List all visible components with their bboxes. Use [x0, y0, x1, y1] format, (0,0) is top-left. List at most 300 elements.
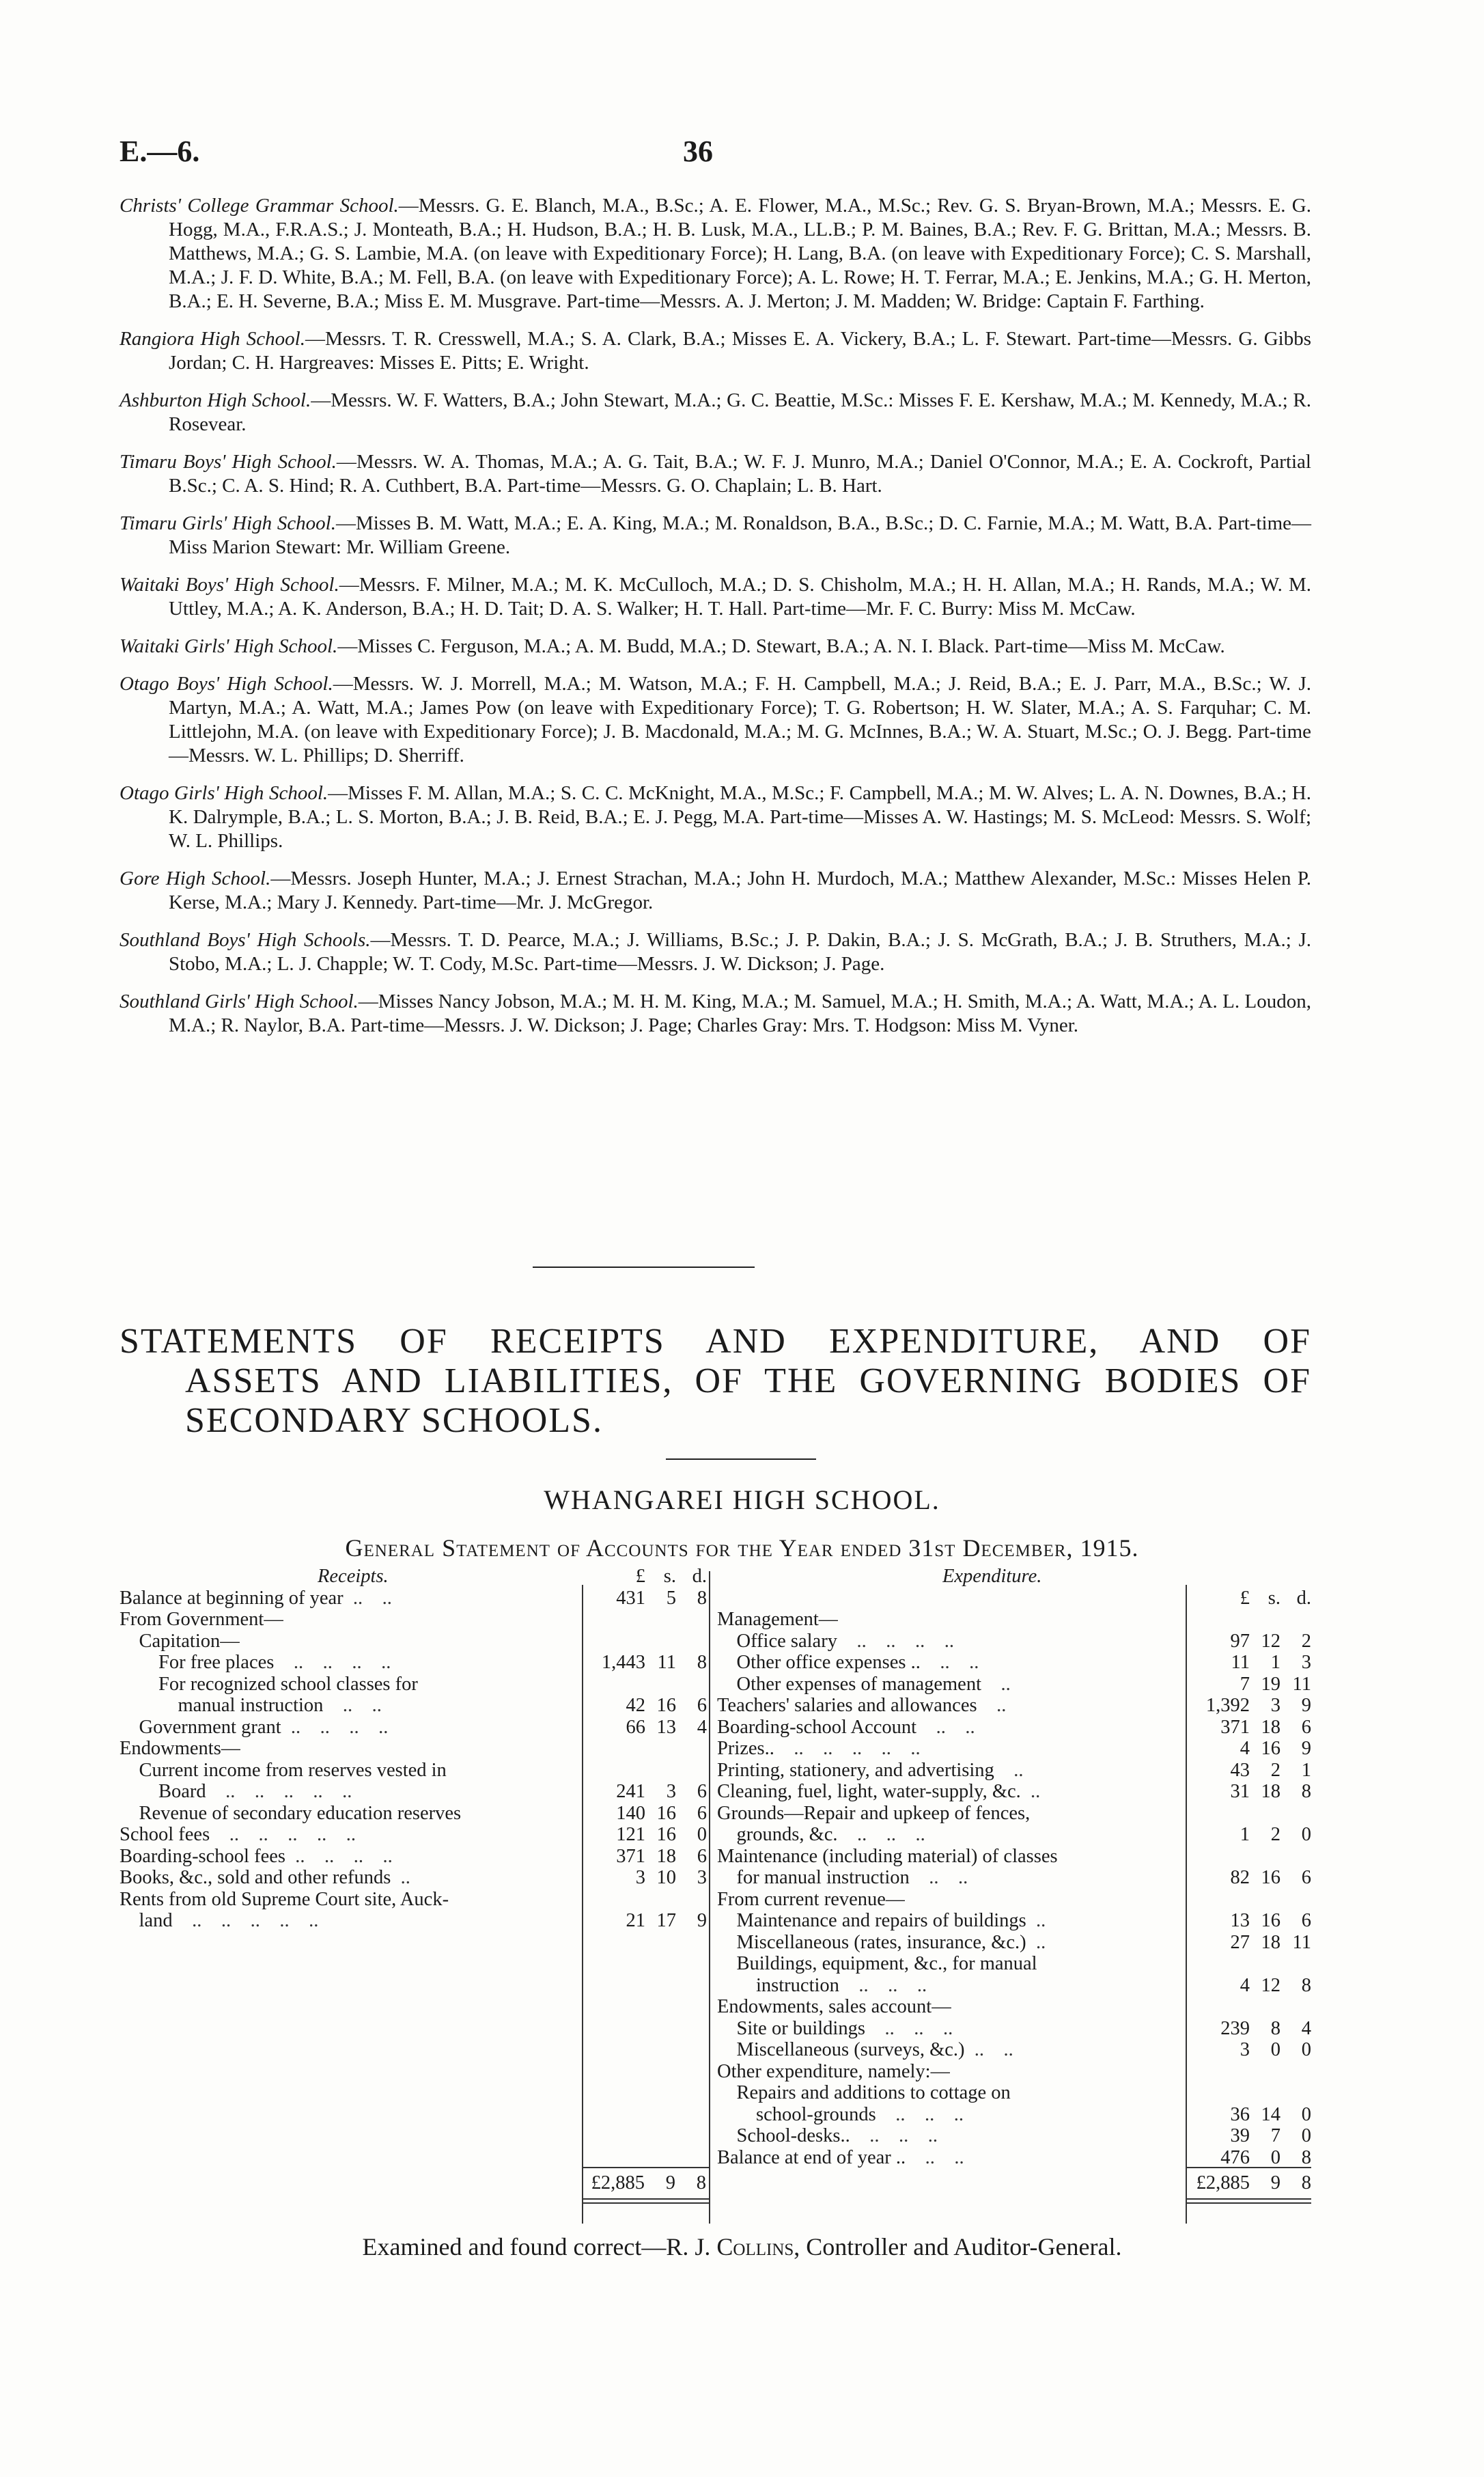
leader-dots: .. ..	[964, 2039, 1013, 2060]
leader-dots: ..	[1026, 1931, 1046, 1953]
shillings-value: 18	[1261, 1931, 1280, 1953]
item-text: Management—	[717, 1609, 839, 1630]
leader-dots: .. .. .. ..	[281, 1716, 389, 1738]
pence-head: d.	[1296, 1587, 1311, 1609]
school-name-label: Gore High School.	[120, 868, 271, 889]
series-code: E.—6.	[120, 135, 200, 168]
item-text: Repairs and additions to cottage on	[717, 2082, 1011, 2103]
receipts-row	[120, 1738, 707, 1760]
expenditure-item-label	[717, 2018, 953, 2040]
staff-entry	[120, 990, 1311, 1038]
pence-value: 0	[1301, 2039, 1311, 2060]
expenditure-rows	[717, 1609, 1311, 2168]
pounds-value: 1,443	[601, 1652, 645, 1673]
leader-dots: ..	[1026, 1910, 1046, 1931]
receipts-row	[120, 1652, 707, 1674]
shillings-value: 5	[666, 1587, 676, 1609]
receipts-item-label	[120, 1889, 449, 1911]
item-text: grounds, &c.	[717, 1824, 838, 1845]
item-text: instruction	[717, 1974, 839, 1996]
receipts-row	[120, 1867, 707, 1889]
expenditure-total-rule-top	[1186, 2167, 1311, 2168]
item-text: land	[120, 1910, 173, 1931]
item-text: manual instruction	[120, 1695, 324, 1716]
pence-value: 6	[697, 1695, 707, 1716]
item-text: Site or buildings	[717, 2017, 865, 2039]
pounds-value: 1	[1240, 1824, 1250, 1845]
leader-dots: ..	[977, 1695, 1007, 1716]
shillings-value: 12	[1261, 1630, 1280, 1652]
section-title-line-3: SECONDARY SCHOOLS.	[185, 1401, 603, 1440]
pence-value: 4	[697, 1716, 707, 1738]
pounds-value: 371	[616, 1845, 645, 1867]
item-text: Printing, stationery, and advertising	[717, 1759, 994, 1781]
expenditure-item-label	[717, 2125, 938, 2147]
leader-dots: ..	[1020, 1781, 1041, 1802]
receipts-item-amount	[584, 1652, 707, 1674]
expenditure-item-amount	[1187, 1975, 1311, 1997]
item-text: Rents from old Supreme Court site, Auck-	[120, 1888, 449, 1910]
expenditure-row	[717, 1674, 1311, 1696]
pounds-value: 31	[1230, 1781, 1250, 1802]
leader-dots: .. ..	[906, 2146, 964, 2168]
expenditure-row	[717, 1781, 1311, 1803]
pence-value: 3	[697, 1867, 707, 1888]
shillings-head: s.	[663, 1566, 676, 1587]
expenditure-row	[717, 1652, 1311, 1674]
expenditure-item-amount	[1187, 1760, 1311, 1782]
expenditure-item-amount	[1187, 1717, 1311, 1739]
leader-dots: .. .. .. .. ..	[206, 1781, 352, 1802]
pence-value: 4	[1301, 2017, 1311, 2039]
pence-value: 6	[697, 1845, 707, 1867]
staff-entry	[120, 867, 1311, 915]
expenditure-row	[717, 1910, 1311, 1932]
staff-entry	[120, 781, 1311, 853]
pence-value: 2	[1301, 1630, 1311, 1652]
expenditure-item-label	[717, 1631, 954, 1652]
receipts-item-label	[120, 1803, 461, 1825]
staff-names: —Messrs. T. D. Pearce, M.A.; J. Williams, B.Sc.; J. P. Dakin, B.A.; J. S. McGrath, B.A.; J. B. Struthers, M.A.; J. Stobo, M.A.; L. J. Chapple; W. T. Cody, M.Sc. Part-time—Messrs. J. W. Dickson; J. Page.	[169, 929, 1312, 975]
expenditure-row	[717, 2039, 1311, 2061]
item-text: From current revenue—	[717, 1888, 906, 1910]
pounds-value: 3	[1240, 2039, 1250, 2060]
expenditure-item-label	[717, 2147, 964, 2169]
expenditure-item-amount	[1187, 1824, 1311, 1846]
expenditure-item-label	[717, 1652, 979, 1674]
pence-head: d.	[692, 1566, 707, 1587]
expenditure-total	[1186, 2172, 1311, 2194]
expenditure-item-amount	[1187, 1932, 1311, 1954]
shillings-head: s.	[1268, 1587, 1280, 1609]
expenditure-row	[717, 2082, 1311, 2104]
pounds-value: 7	[1240, 1673, 1250, 1695]
section-divider	[533, 1267, 755, 1268]
leader-dots: .. .. .. .. ..	[172, 1910, 319, 1931]
receipts-item-label	[120, 1717, 388, 1739]
shillings-value: 19	[1261, 1673, 1280, 1695]
pounds-value: 241	[616, 1781, 645, 1802]
receipts-item-label	[120, 1760, 447, 1782]
leader-dots: .. ..	[343, 1587, 392, 1609]
leader-dots: .. .. .. ..	[837, 1630, 954, 1652]
expenditure-row	[717, 2125, 1311, 2147]
receipts-row	[120, 1781, 707, 1803]
item-text: Government grant	[120, 1716, 281, 1738]
expenditure-item-amount	[1187, 1695, 1311, 1717]
expenditure-item-amount	[1187, 1674, 1311, 1696]
receipts-row	[120, 1889, 707, 1911]
receipts-row	[120, 1631, 707, 1652]
shillings-value: 18	[656, 1845, 676, 1867]
staff-entry	[120, 635, 1311, 659]
staff-names: —Messrs. Joseph Hunter, M.A.; J. Ernest Strachan, M.A.; John H. Murdoch, M.A.; Matthew Alexander, M.Sc.: Misses Helen P. Kerse, M.A.; Mary J. Kennedy. Part-time—Mr. J. McGregor.	[169, 868, 1311, 913]
item-text: Other expenses of management	[717, 1673, 981, 1695]
leader-dots: .. ..	[909, 1867, 968, 1888]
shillings-value: 2	[1270, 1824, 1280, 1845]
item-text: For recognized school classes for	[120, 1673, 418, 1695]
receipts-total-shillings: 9	[665, 2172, 675, 2194]
auditor-name: Collins	[716, 2233, 794, 2260]
receipts-total-rule-top	[582, 2167, 709, 2168]
pence-value: 0	[1301, 2103, 1311, 2125]
leader-dots: .. ..	[323, 1695, 382, 1716]
audit-note-suffix: , Controller and Auditor-General.	[794, 2233, 1122, 2260]
receipts-row	[120, 1846, 707, 1868]
expenditure-item-label	[717, 1738, 921, 1760]
pounds-value: 371	[1220, 1716, 1250, 1738]
pounds-value: 239	[1220, 2017, 1250, 2039]
receipts-currency-heads	[584, 1566, 707, 1588]
leader-dots: .. .. ..	[865, 2017, 953, 2039]
pounds-head: £	[635, 1566, 645, 1587]
staff-entry	[120, 389, 1311, 437]
pounds-value: 36	[1230, 2103, 1250, 2125]
receipts-item-amount	[584, 1824, 707, 1846]
item-text: Office salary	[717, 1630, 837, 1652]
shillings-value: 3	[666, 1781, 676, 1802]
expenditure-row	[717, 2061, 1311, 2083]
receipts-item-label	[120, 1867, 410, 1889]
expenditure-item-label	[717, 1824, 925, 1846]
expenditure-item-label	[717, 1717, 975, 1739]
pounds-value: 27	[1230, 1931, 1250, 1953]
pounds-value: 11	[1231, 1652, 1250, 1673]
audit-note-prefix: Examined and found correct—R. J.	[362, 2233, 717, 2260]
staff-entry	[120, 450, 1311, 498]
receipts-item-amount	[584, 1846, 707, 1868]
leader-dots: .. .. .. .. ..	[210, 1824, 356, 1845]
shillings-value: 16	[1261, 1738, 1280, 1759]
pounds-value: 3	[635, 1867, 645, 1888]
receipts-row	[120, 1760, 707, 1782]
staff-entry	[120, 512, 1311, 559]
expenditure-row	[717, 1996, 1311, 2018]
school-name-label: Rangiora High School.	[120, 328, 305, 350]
receipts-total	[582, 2172, 706, 2194]
expenditure-amount-rule	[1186, 1585, 1187, 2224]
pence-value: 6	[1301, 1716, 1311, 1738]
receipts-row	[120, 1674, 707, 1696]
item-text: Boarding-school fees	[120, 1845, 285, 1867]
item-text: From Government—	[120, 1609, 283, 1630]
expenditure-row	[717, 1975, 1311, 1997]
section-title-line-1: STATEMENTS OF RECEIPTS AND EXPENDITURE, AND OF	[120, 1322, 1311, 1361]
expenditure-item-amount	[1187, 2147, 1311, 2169]
receipts-item-label	[120, 1631, 240, 1652]
pence-value: 8	[1301, 2146, 1311, 2168]
pence-value: 6	[1301, 1867, 1311, 1888]
pounds-value: 97	[1230, 1630, 1250, 1652]
expenditure-row	[717, 1760, 1311, 1782]
pounds-value: 43	[1230, 1759, 1250, 1781]
pounds-value: 82	[1230, 1867, 1250, 1888]
expenditure-total-rule-bottom-1	[1186, 2198, 1311, 2200]
staff-entry	[120, 327, 1311, 375]
receipts-item-label	[120, 1588, 392, 1609]
receipts-item-label	[120, 1652, 391, 1674]
expenditure-item-amount	[1187, 1781, 1311, 1803]
expenditure-total-pounds: £2,885	[1196, 2172, 1250, 2194]
item-text: Revenue of secondary education reserves	[120, 1802, 462, 1824]
receipts-header-row	[120, 1566, 707, 1588]
shillings-value: 16	[1261, 1867, 1280, 1888]
receipts-row	[120, 1803, 707, 1825]
expenditure-item-amount	[1187, 2104, 1311, 2126]
school-name-label: Otago Boys' High School.	[120, 673, 333, 695]
pence-value: 11	[1292, 1673, 1311, 1695]
staff-entry	[120, 928, 1311, 976]
expenditure-currency-row	[717, 1588, 1311, 1609]
receipts-total-rule-bottom-2	[582, 2202, 709, 2204]
school-name-label: Waitaki Girls' High School.	[120, 635, 338, 657]
receipts-item-amount	[584, 1910, 707, 1932]
pence-value: 11	[1292, 1931, 1311, 1953]
expenditure-item-label	[717, 1846, 1058, 1868]
pence-value: 6	[697, 1802, 707, 1824]
shillings-value: 0	[1270, 2039, 1280, 2060]
item-text: Cleaning, fuel, light, water-supply, &c.	[717, 1781, 1021, 1802]
expenditure-row	[717, 2147, 1311, 2169]
expenditure-item-label	[717, 2104, 964, 2126]
item-text: Miscellaneous (rates, insurance, &c.)	[717, 1931, 1026, 1953]
expenditure-row	[717, 1717, 1311, 1739]
shillings-value: 1	[1270, 1652, 1280, 1673]
leader-dots: ..	[994, 1759, 1024, 1781]
expenditure-row	[717, 1846, 1311, 1868]
pence-value: 8	[697, 1587, 707, 1609]
receipts-item-label	[120, 1781, 352, 1803]
receipts-row	[120, 1609, 707, 1631]
shillings-value: 16	[1261, 1910, 1280, 1931]
receipts-item-label	[120, 1910, 318, 1932]
leader-dots: .. ..	[916, 1716, 975, 1738]
pence-value: 9	[697, 1910, 707, 1931]
item-text: Current income from reserves vested in	[120, 1759, 447, 1781]
school-name-label: Timaru Girls' High School.	[120, 512, 336, 534]
expenditure-item-label	[717, 1932, 1046, 1954]
receipts-item-label	[120, 1695, 382, 1717]
receipts-row	[120, 1717, 707, 1739]
shillings-value: 18	[1261, 1781, 1280, 1802]
expenditure-row	[717, 1932, 1311, 1954]
statement-title: General Statement of Accounts for the Year ended 31st December, 1915.	[345, 1534, 1139, 1562]
school-name-label: Southland Girls' High School.	[120, 991, 359, 1012]
section-title	[120, 1322, 1311, 1441]
expenditure-item-label	[717, 1760, 1024, 1782]
expenditure-item-label	[717, 1803, 1030, 1825]
shillings-value: 16	[656, 1695, 676, 1716]
column-divider	[709, 1571, 710, 2224]
pence-value: 1	[1301, 1759, 1311, 1781]
school-name-label: Ashburton High School.	[120, 389, 311, 411]
expenditure-header-row	[717, 1566, 1311, 1588]
item-text: Capitation—	[120, 1630, 240, 1652]
expenditure-item-label	[717, 1609, 838, 1631]
staff-entry	[120, 672, 1311, 768]
receipts-item-amount	[584, 1588, 707, 1609]
school-name-label: Timaru Boys' High School.	[120, 451, 337, 473]
staff-names: —Messrs. W. F. Watters, B.A.; John Stewart, M.A.; G. C. Beattie, M.Sc.: Misses F. E. Kershaw, M.A.; M. Kennedy, M.A.; R. Rosevear.	[169, 389, 1311, 435]
staff-names: —Misses B. M. Watt, M.A.; E. A. King, M.A.; M. Ronaldson, B.A., B.Sc.; D. C. Farnie, M.A.; M. Watt, B.A. Part-time—Miss Marion Stewart: Mr. William Greene.	[169, 512, 1311, 558]
expenditure-total-pence: 8	[1301, 2172, 1311, 2194]
receipts-amount-rule	[582, 1585, 583, 2224]
pence-value: 9	[1301, 1695, 1311, 1716]
staff-lists	[120, 194, 1311, 1051]
staff-names: —Misses Nancy Jobson, M.A.; M. H. M. King, M.A.; M. Samuel, M.A.; H. Smith, M.A.; A. Watt, M.A.; A. L. Loudon, M.A.; R. Naylor, B.A. Part-time—Messrs. J. W. Dickson; J. Page; Charles Gray: Mrs. T. Hodgson: Miss M. Vyner.	[169, 991, 1311, 1036]
expenditure-row	[717, 1695, 1311, 1717]
expenditure-total-rule-bottom-2	[1186, 2202, 1311, 2204]
item-text: Teachers' salaries and allowances	[717, 1695, 977, 1716]
pounds-value: 4	[1240, 1974, 1250, 1996]
pounds-value: 431	[616, 1587, 645, 1609]
shillings-value: 12	[1261, 1974, 1280, 1996]
leader-dots: .. .. ..	[839, 1974, 927, 1996]
school-name-label: Christs' College Grammar School.	[120, 195, 399, 217]
pounds-value: 39	[1230, 2125, 1250, 2146]
expenditure-row	[717, 1738, 1311, 1760]
expenditure-row	[717, 1867, 1311, 1889]
expenditure-row	[717, 2104, 1311, 2126]
expenditure-item-amount	[1187, 2039, 1311, 2061]
page-number: 36	[683, 135, 713, 168]
receipts-total-rule-bottom-1	[582, 2198, 709, 2200]
pounds-value: 1,392	[1205, 1695, 1250, 1716]
shillings-value: 7	[1270, 2125, 1280, 2146]
item-text: Grounds—Repair and upkeep of fences,	[717, 1802, 1031, 1824]
pence-value: 6	[1301, 1910, 1311, 1931]
school-name: WHANGAREI HIGH SCHOOL.	[544, 1484, 940, 1515]
item-text: Boarding-school Account	[717, 1716, 917, 1738]
school-name-label: Otago Girls' High School.	[120, 782, 328, 804]
staff-names: —Messrs. T. R. Cresswell, M.A.; S. A. Clark, B.A.; Misses E. A. Vickery, B.A.; L. F. Stewart. Part-time—Messrs. G. Gibbs Jordan; C. H. Hargreaves: Misses E. Pitts; E. Wright.	[169, 328, 1311, 374]
item-text: Miscellaneous (surveys, &c.)	[717, 2039, 965, 2060]
item-text: Balance at end of year ..	[717, 2146, 906, 2168]
leader-dots: .. .. .. ..	[285, 1845, 393, 1867]
shillings-value: 2	[1270, 1759, 1280, 1781]
expenditure-item-label	[717, 2082, 1011, 2104]
item-text: Endowments, sales account—	[717, 1996, 951, 2017]
receipts-row	[120, 1910, 707, 1932]
section-title-line-2: ASSETS AND LIABILITIES, OF THE GOVERNING BODIES OF	[185, 1361, 1311, 1400]
expenditure-item-label	[717, 1867, 968, 1889]
pounds-value: 121	[616, 1824, 645, 1845]
expenditure-item-label	[717, 1781, 1040, 1803]
leader-dots: .. ..	[920, 1652, 979, 1673]
receipts-row	[120, 1695, 707, 1717]
pounds-value: 476	[1220, 2146, 1250, 2168]
expenditure-row	[717, 1803, 1311, 1825]
item-text: Buildings, equipment, &c., for manual	[717, 1953, 1037, 1974]
title-divider	[666, 1458, 816, 1460]
receipts-item-label	[120, 1824, 356, 1846]
shillings-value: 17	[656, 1910, 676, 1931]
pounds-value: 42	[626, 1695, 645, 1716]
pounds-value: 13	[1230, 1910, 1250, 1931]
receipts-rows	[120, 1588, 707, 1932]
staff-names: —Messrs. G. E. Blanch, M.A., B.Sc.; A. E. Flower, M.A., M.Sc.; Rev. G. S. Bryan-Brown, M.A.; Messrs. E. G. Hogg, M.A., F.R.A.S.; J. Monteath, B.A.; H. Hudson, B.A.; H. B. Lusk, M.A., LL.B.; P. M. Baines, B.A.; Rev. F. G. Brittan, M.A.; Messrs. B. Matthews, M.A.; G. S. Lambie, M.A. (on leave with Expeditionary Force); H. Lang, B.A. (on leave with Expeditionary Force); C. S. Marshall, M.A.; J. F. D. White, B.A.; M. Fell, B.A. (on leave with Expeditionary Force); A. L. Rowe; H. T. Ferrar, M.A.; E. Jenkins, M.A.; G. H. Merton, B.A.; E. H. Severne, B.A.; Miss E. M. Musgrave. Part-time—Messrs. A. J. Merton; J. M. Madden; W. Bridge: Captain F. Farthing.	[169, 195, 1311, 312]
expenditure-item-amount	[1187, 1910, 1311, 1932]
receipts-item-label	[120, 1846, 393, 1868]
shillings-value: 16	[656, 1824, 676, 1845]
item-text: Books, &c., sold and other refunds	[120, 1867, 391, 1888]
expenditure-total-shillings: 9	[1270, 2172, 1280, 2194]
leader-dots: ..	[391, 1867, 410, 1888]
leader-dots: ..	[981, 1673, 1011, 1695]
staff-names: —Misses C. Ferguson, M.A.; A. M. Budd, M.A.; D. Stewart, B.A.; A. N. I. Black. Part-time—Miss M. McCaw.	[337, 635, 1225, 657]
receipts-item-label	[120, 1609, 283, 1631]
leader-dots: .. .. .. ..	[274, 1652, 391, 1673]
expenditure-row	[717, 1609, 1311, 1631]
item-text: Other office expenses ..	[717, 1652, 921, 1673]
item-text: Board	[120, 1781, 206, 1802]
leader-dots: .. .. ..	[837, 1824, 925, 1845]
leader-dots: .. .. ..	[876, 2103, 964, 2125]
audit-note	[0, 2232, 1484, 2261]
pence-value: 8	[697, 1652, 707, 1673]
shillings-value: 13	[656, 1716, 676, 1738]
pence-value: 8	[1301, 1781, 1311, 1802]
item-text: Other expenditure, namely:—	[717, 2060, 951, 2082]
expenditure-row	[717, 2018, 1311, 2040]
expenditure-item-label	[717, 1674, 1011, 1696]
item-text: For free places	[120, 1652, 275, 1673]
pence-value: 0	[1301, 1824, 1311, 1845]
pence-value: 0	[1301, 2125, 1311, 2146]
shillings-value: 0	[1270, 2146, 1280, 2168]
expenditure-currency-heads	[1187, 1588, 1311, 1609]
item-text: School fees	[120, 1824, 210, 1845]
expenditure-item-label	[717, 1910, 1046, 1932]
pence-value: 9	[1301, 1738, 1311, 1759]
receipts-total-pounds: £2,885	[591, 2172, 645, 2194]
receipts-item-label	[120, 1674, 418, 1696]
expenditure-item-label	[717, 1996, 951, 2018]
expenditure-item-label	[717, 2061, 950, 2083]
expenditure-item-amount	[1187, 2125, 1311, 2147]
item-text: Balance at beginning of year	[120, 1587, 344, 1609]
pounds-value: 66	[626, 1716, 645, 1738]
school-name-label: Southland Boys' High Schools.	[120, 929, 371, 951]
item-text: School-desks..	[717, 2125, 850, 2146]
staff-names: —Misses F. M. Allan, M.A.; S. C. C. McKnight, M.A., M.Sc.; F. Campbell, M.A.; M. W. Alves; L. A. N. Downes, B.A.; H. K. Dalrymple, B.A.; L. S. Morton, B.A.; J. B. Reid, B.A.; E. J. Pegg, M.A. Part-time—Misses A. W. Hastings; M. S. McLeod: Messrs. S. Wolf; W. L. Phillips.	[169, 782, 1311, 852]
pounds-value: 4	[1240, 1738, 1250, 1759]
receipts-item-amount	[584, 1867, 707, 1889]
shillings-value: 14	[1261, 2103, 1280, 2125]
receipts-item-label	[120, 1738, 240, 1760]
receipts-row	[120, 1824, 707, 1846]
expenditure-row	[717, 1953, 1311, 1975]
